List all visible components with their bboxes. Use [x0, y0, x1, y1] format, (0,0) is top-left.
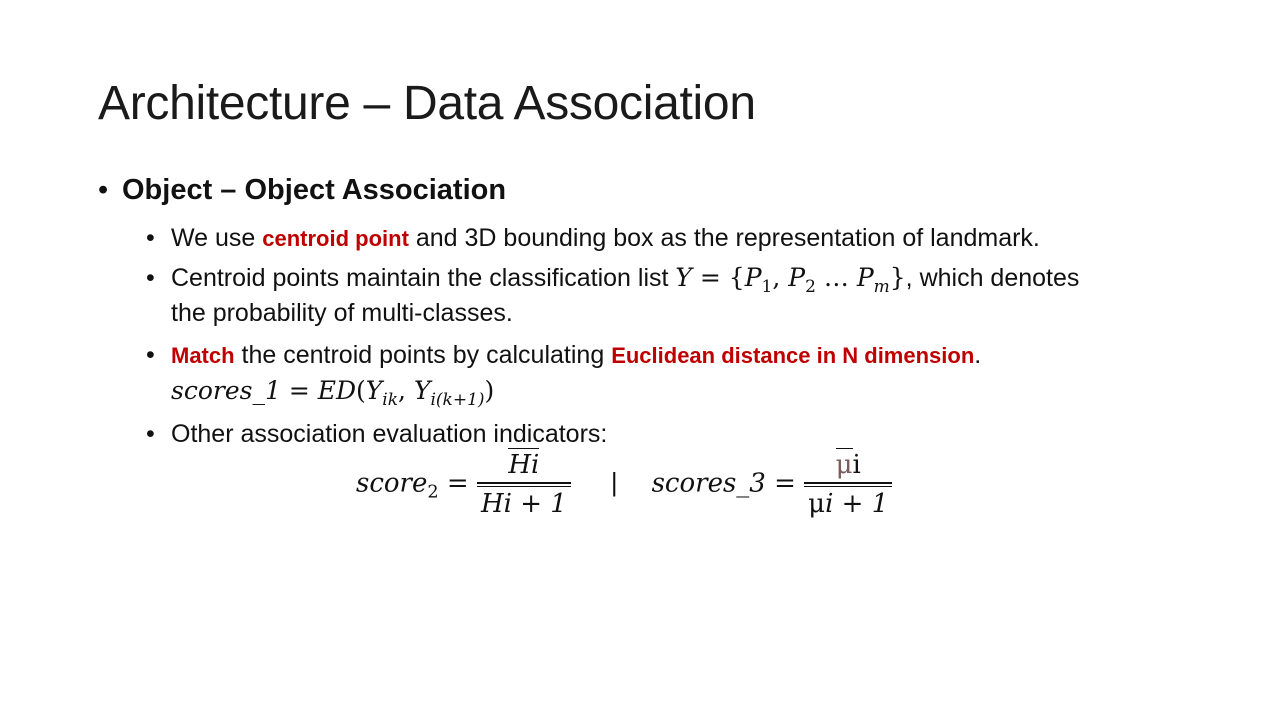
score2-fraction — [477, 450, 571, 519]
math-sub: i(k+1) — [430, 389, 485, 410]
math-dots: … — [815, 263, 857, 292]
math-close: ) — [484, 376, 495, 405]
score3-num-i: i — [852, 450, 861, 480]
text: Other association evaluation indicators: — [171, 420, 608, 448]
math-sub: 2 — [805, 276, 816, 297]
math-Y: Y — [413, 376, 431, 405]
math-op: = — [280, 376, 318, 405]
highlight-euclidean: Euclidean distance in N dimension — [611, 343, 975, 368]
list-item-other-indicators — [146, 417, 607, 451]
math-fn: ED — [317, 376, 357, 405]
highlight-centroid-point: centroid point — [262, 226, 409, 251]
math-comma: , — [772, 263, 789, 292]
text: We use — [171, 224, 263, 252]
bullet: • — [146, 264, 155, 292]
math-Y: Y — [365, 376, 383, 405]
score2-numerator — [477, 450, 571, 482]
score3-fraction — [804, 450, 892, 519]
score3-den-mu: μ — [808, 489, 826, 519]
math-Y: Y — [675, 263, 692, 292]
math-close: } — [889, 263, 906, 292]
score3-lhs: scores_3 — [651, 468, 766, 499]
score3-numerator — [804, 450, 892, 482]
text: and 3D bounding box as the representation of landmark. — [408, 224, 1040, 252]
score2-lhs: score — [356, 468, 428, 499]
math-comma: , — [398, 376, 414, 405]
bullet: • — [146, 224, 155, 252]
score3-eq: = — [765, 468, 805, 499]
score2-eq: = — [438, 468, 477, 499]
math-P: P — [856, 263, 874, 292]
text: the centroid points by calculating — [234, 341, 612, 369]
score3-den-rest: i + 1 — [825, 489, 889, 519]
score2-sub: 2 — [427, 482, 439, 503]
math-eq: = { — [691, 263, 745, 292]
highlight-match: Match — [171, 343, 235, 368]
score2-denominator: Hi + 1 — [480, 489, 567, 519]
list-item-match — [146, 338, 981, 373]
math-sub: 1 — [761, 276, 773, 297]
score3-num-mu: μ — [835, 450, 853, 480]
heading-object-association — [98, 174, 506, 207]
math-sub: m — [873, 276, 890, 297]
text: , which denotes — [905, 264, 1080, 292]
separator: | — [610, 467, 618, 498]
heading-text: Object – Object Association — [122, 174, 507, 206]
math-P: P — [788, 263, 806, 292]
math-open: ( — [356, 376, 366, 405]
list-item-centroid-representation — [146, 221, 1040, 256]
list-item-continuation: the probability of multi-classes. — [171, 299, 513, 327]
math-sub: ik — [382, 389, 399, 410]
text: Centroid points maintain the classification list — [171, 264, 676, 292]
score3-denominator — [804, 487, 892, 519]
page-title: Architecture – Data Association — [98, 77, 756, 130]
text: . — [974, 341, 982, 369]
bullet: • — [146, 420, 155, 448]
formula-scores — [356, 450, 892, 519]
math-P: P — [744, 263, 762, 292]
bullet: • — [146, 341, 155, 369]
equation-scores-1 — [171, 374, 494, 417]
score2-num-var: Hi — [508, 450, 540, 480]
bullet: • — [98, 174, 109, 206]
math-lhs: scores_1 — [171, 376, 281, 405]
